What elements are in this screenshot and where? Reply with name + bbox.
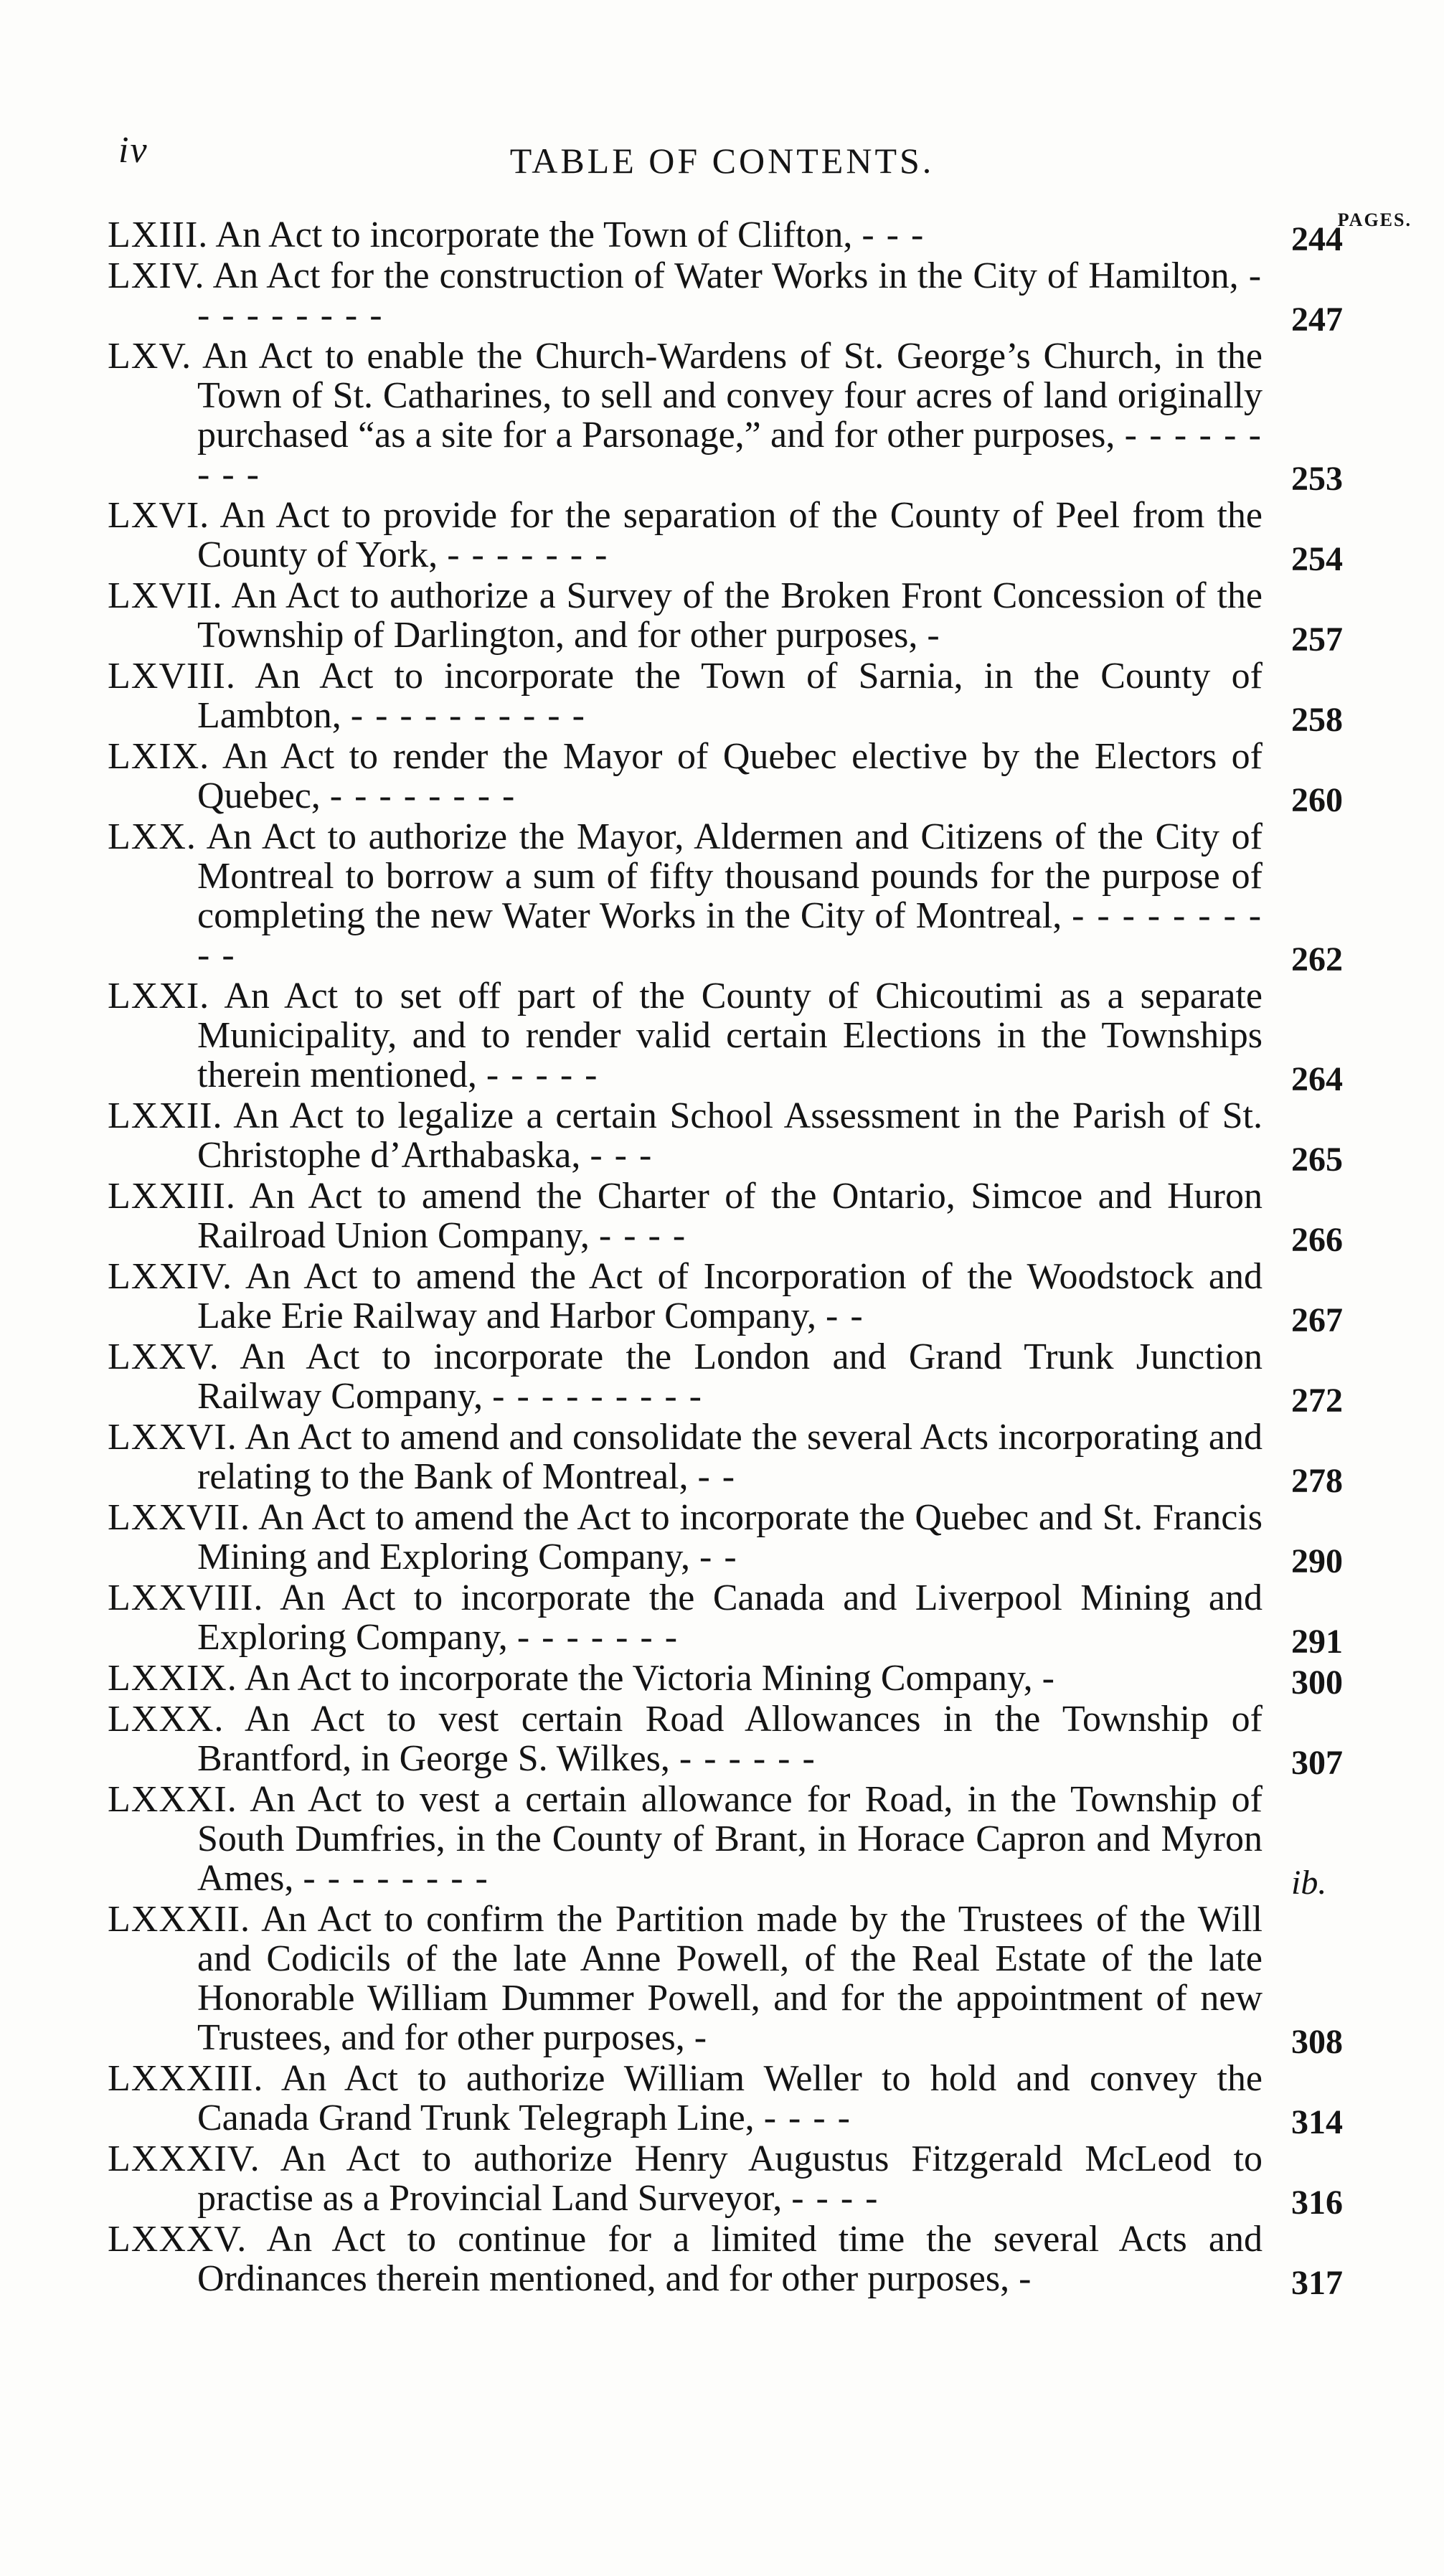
act-number: LXXIX. bbox=[108, 1658, 237, 1699]
act-title: An Act for the construction of Water Works in the City of Hamilton, bbox=[212, 255, 1239, 296]
page-reference: 257 bbox=[1291, 621, 1343, 659]
act-number: LXV. bbox=[108, 336, 192, 377]
act-number: LXXVII. bbox=[108, 1497, 251, 1538]
act-title: An Act to incorporate the Victoria Mining Company, bbox=[244, 1658, 1033, 1699]
act-title: An Act to authorize the Mayor, Aldermen and Citizens of the City of Montreal to borrow a sum of fifty thousand pounds for the purpose of completing the new Water Works in the City of Montreal, bbox=[197, 816, 1263, 936]
leader-dashes: - - - - bbox=[791, 2178, 879, 2219]
toc-entry bbox=[108, 976, 1377, 1098]
toc-entry bbox=[108, 1699, 1377, 1782]
toc-entry bbox=[108, 656, 1377, 739]
page-reference: 307 bbox=[1291, 1744, 1343, 1782]
page-reference: 254 bbox=[1291, 540, 1343, 578]
leader-dashes: - - bbox=[699, 1537, 738, 1577]
toc-entry bbox=[108, 736, 1377, 819]
toc-entry bbox=[108, 1497, 1377, 1580]
act-title: An Act to amend the Charter of the Ontario, Simcoe and Huron Railroad Union Company, bbox=[197, 1176, 1263, 1256]
leader-dashes: - - - - - - - - - bbox=[492, 1376, 703, 1417]
page-reference: 265 bbox=[1291, 1141, 1343, 1179]
page-reference: 253 bbox=[1291, 460, 1343, 498]
act-title: An Act to amend and consolidate the several Acts incorporating and relating to the Bank of Montreal, bbox=[197, 1417, 1263, 1497]
toc-entry bbox=[108, 336, 1377, 498]
leader-dashes: - - - - - - - bbox=[447, 534, 609, 575]
toc-entry bbox=[108, 2138, 1377, 2222]
toc-entry bbox=[108, 255, 1377, 339]
toc-entry bbox=[108, 1658, 1377, 1702]
page-reference: 272 bbox=[1291, 1382, 1343, 1420]
leader-dashes: - - - - bbox=[598, 1215, 687, 1256]
running-title: TABLE OF CONTENTS. bbox=[509, 141, 935, 181]
toc-entry bbox=[108, 1779, 1377, 1902]
page-reference: 264 bbox=[1291, 1060, 1343, 1098]
toc-entry bbox=[108, 1577, 1377, 1661]
act-number: LXXV. bbox=[108, 1336, 220, 1377]
act-title: An Act to vest a certain allowance for Road, in the Township of South Dumfries, in the County of Brant, in Horace Capron and Myron Ames, bbox=[197, 1779, 1263, 1899]
act-number: LXXVIII. bbox=[108, 1577, 264, 1618]
act-title: An Act to set off part of the County of Chicoutimi as a separate Municipality, and to render valid certain Elections in the Townships therein mentioned, bbox=[197, 976, 1263, 1095]
act-title: An Act to incorporate the London and Grand Trunk Junction Railway Company, bbox=[197, 1336, 1263, 1417]
leader-dashes: - - - - - - - - - bbox=[197, 255, 1263, 336]
act-title: An Act to amend the Act of Incorporation of the Woodstock and Lake Erie Railway and Harbor Company, bbox=[197, 1256, 1263, 1336]
leader-dashes: - - - - - - - - - bbox=[197, 415, 1263, 495]
leader-dashes: - - bbox=[697, 1456, 737, 1497]
act-number: LXXII. bbox=[108, 1095, 223, 1136]
leader-dashes: - - - - - - - - bbox=[329, 775, 516, 816]
leader-dashes: - - - - - - - - - - bbox=[350, 695, 586, 736]
toc-entry bbox=[108, 1176, 1377, 1259]
toc-entry bbox=[108, 214, 1377, 258]
page-reference: 258 bbox=[1291, 701, 1343, 739]
act-title: An Act to legalize a certain School Assessment in the Parish of St. Christophe d’Arthabaska, bbox=[197, 1095, 1263, 1176]
act-title: An Act to amend the Act to incorporate the Quebec and St. Francis Mining and Exploring Company, bbox=[197, 1497, 1263, 1577]
leader-dashes: - - - - - - - - bbox=[303, 1858, 489, 1899]
page-reference: 278 bbox=[1291, 1462, 1343, 1500]
page-reference: 314 bbox=[1291, 2103, 1343, 2141]
act-number: LXXXI. bbox=[108, 1779, 237, 1820]
page-reference: 266 bbox=[1291, 1221, 1343, 1259]
page-reference: 317 bbox=[1291, 2264, 1343, 2302]
leader-dashes: - bbox=[694, 2017, 709, 2058]
leader-dashes: - - - - - - bbox=[679, 1738, 816, 1779]
act-number: LXXIII. bbox=[108, 1176, 236, 1217]
toc-entry bbox=[108, 1336, 1377, 1420]
toc-entry bbox=[108, 495, 1377, 578]
leader-dashes: - - - bbox=[590, 1135, 653, 1176]
page-reference: ib. bbox=[1291, 1864, 1327, 1902]
act-title: An Act to authorize a Survey of the Broken Front Concession of the Township of Darlington, and for other purposes, bbox=[197, 575, 1263, 656]
act-number: LXVIII. bbox=[108, 656, 236, 697]
page-reference: 247 bbox=[1291, 301, 1343, 339]
table-of-contents bbox=[108, 215, 1377, 2300]
toc-entry bbox=[108, 1417, 1377, 1500]
page-reference: 316 bbox=[1291, 2184, 1343, 2222]
act-title: An Act to authorize William Weller to hold and convey the Canada Grand Trunk Telegraph Line, bbox=[197, 2058, 1263, 2138]
act-title: An Act to enable the Church-Wardens of St. George’s Church, in the Town of St. Catharines, to sell and convey four acres of land originally purchased “as a site for a Parsonage,” and for other purposes, bbox=[197, 336, 1263, 456]
act-number: LXXIV. bbox=[108, 1256, 233, 1297]
act-title: An Act to incorporate the Canada and Liverpool Mining and Exploring Company, bbox=[197, 1577, 1263, 1658]
act-title: An Act to authorize Henry Augustus Fitzgerald McLeod to practise as a Provincial Land Surveyor, bbox=[197, 2138, 1263, 2219]
act-number: LXIII. bbox=[108, 214, 209, 255]
leader-dashes: - - - - - bbox=[486, 1055, 599, 1095]
toc-entry bbox=[108, 2219, 1377, 2302]
leader-dashes: - bbox=[1042, 1658, 1056, 1699]
page-reference: 300 bbox=[1291, 1664, 1343, 1702]
act-number: LXVII. bbox=[108, 575, 223, 616]
page-reference: 291 bbox=[1291, 1623, 1343, 1661]
act-number: LXXX. bbox=[108, 1699, 225, 1740]
toc-entry bbox=[108, 816, 1377, 978]
page-reference: 267 bbox=[1291, 1301, 1343, 1339]
act-title: An Act to incorporate the Town of Sarnia, in the County of Lambton, bbox=[197, 656, 1263, 736]
page-reference: 244 bbox=[1291, 220, 1343, 258]
act-number: LXXXIII. bbox=[108, 2058, 264, 2099]
act-title: An Act to confirm the Partition made by the Trustees of the Will and Codicils of the late Anne Powell, of the Real Estate of the late Honorable William Dummer Powell, and for the appointment of new Trustees, and for other purposes, bbox=[197, 1899, 1263, 2058]
leader-dashes: - - - - - - - bbox=[516, 1617, 679, 1658]
toc-entry bbox=[108, 1899, 1377, 2061]
page-reference: 308 bbox=[1291, 2023, 1343, 2061]
page-reference: 262 bbox=[1291, 940, 1343, 978]
leader-dashes: - - - - - - - - - - bbox=[197, 895, 1263, 976]
toc-entry bbox=[108, 1095, 1377, 1179]
act-number: LXXI. bbox=[108, 976, 210, 1016]
act-title: An Act to continue for a limited time the several Acts and Ordinances therein mentioned, and for other purposes, bbox=[197, 2219, 1263, 2299]
act-title: An Act to provide for the separation of the County of Peel from the County of York, bbox=[197, 495, 1263, 575]
act-number: LXIX. bbox=[108, 736, 210, 777]
act-number: LXVI. bbox=[108, 495, 210, 536]
act-number: LXXVI. bbox=[108, 1417, 237, 1458]
leader-dashes: - - - bbox=[862, 214, 925, 255]
leader-dashes: - bbox=[1019, 2258, 1033, 2299]
act-number: LXXXV. bbox=[108, 2219, 247, 2260]
toc-entry bbox=[108, 575, 1377, 659]
act-number: LXX. bbox=[108, 816, 197, 857]
page-number: iv bbox=[118, 130, 148, 171]
leader-dashes: - bbox=[927, 615, 941, 656]
act-title: An Act to incorporate the Town of Clifton, bbox=[215, 214, 853, 255]
pages-column-label: PAGES. bbox=[1337, 209, 1412, 230]
act-title: An Act to vest certain Road Allowances in the Township of Brantford, in George S. Wilkes, bbox=[197, 1699, 1263, 1779]
leader-dashes: - - bbox=[826, 1296, 864, 1336]
act-title: An Act to render the Mayor of Quebec elective by the Electors of Quebec, bbox=[197, 736, 1263, 816]
toc-entry bbox=[108, 2058, 1377, 2141]
act-number: LXXXIV. bbox=[108, 2138, 260, 2179]
page-reference: 290 bbox=[1291, 1542, 1343, 1580]
act-number: LXXXII. bbox=[108, 1899, 251, 1940]
leader-dashes: - - - - bbox=[763, 2098, 851, 2138]
toc-entry bbox=[108, 1256, 1377, 1339]
act-number: LXIV. bbox=[108, 255, 205, 296]
page-reference: 260 bbox=[1291, 781, 1343, 819]
